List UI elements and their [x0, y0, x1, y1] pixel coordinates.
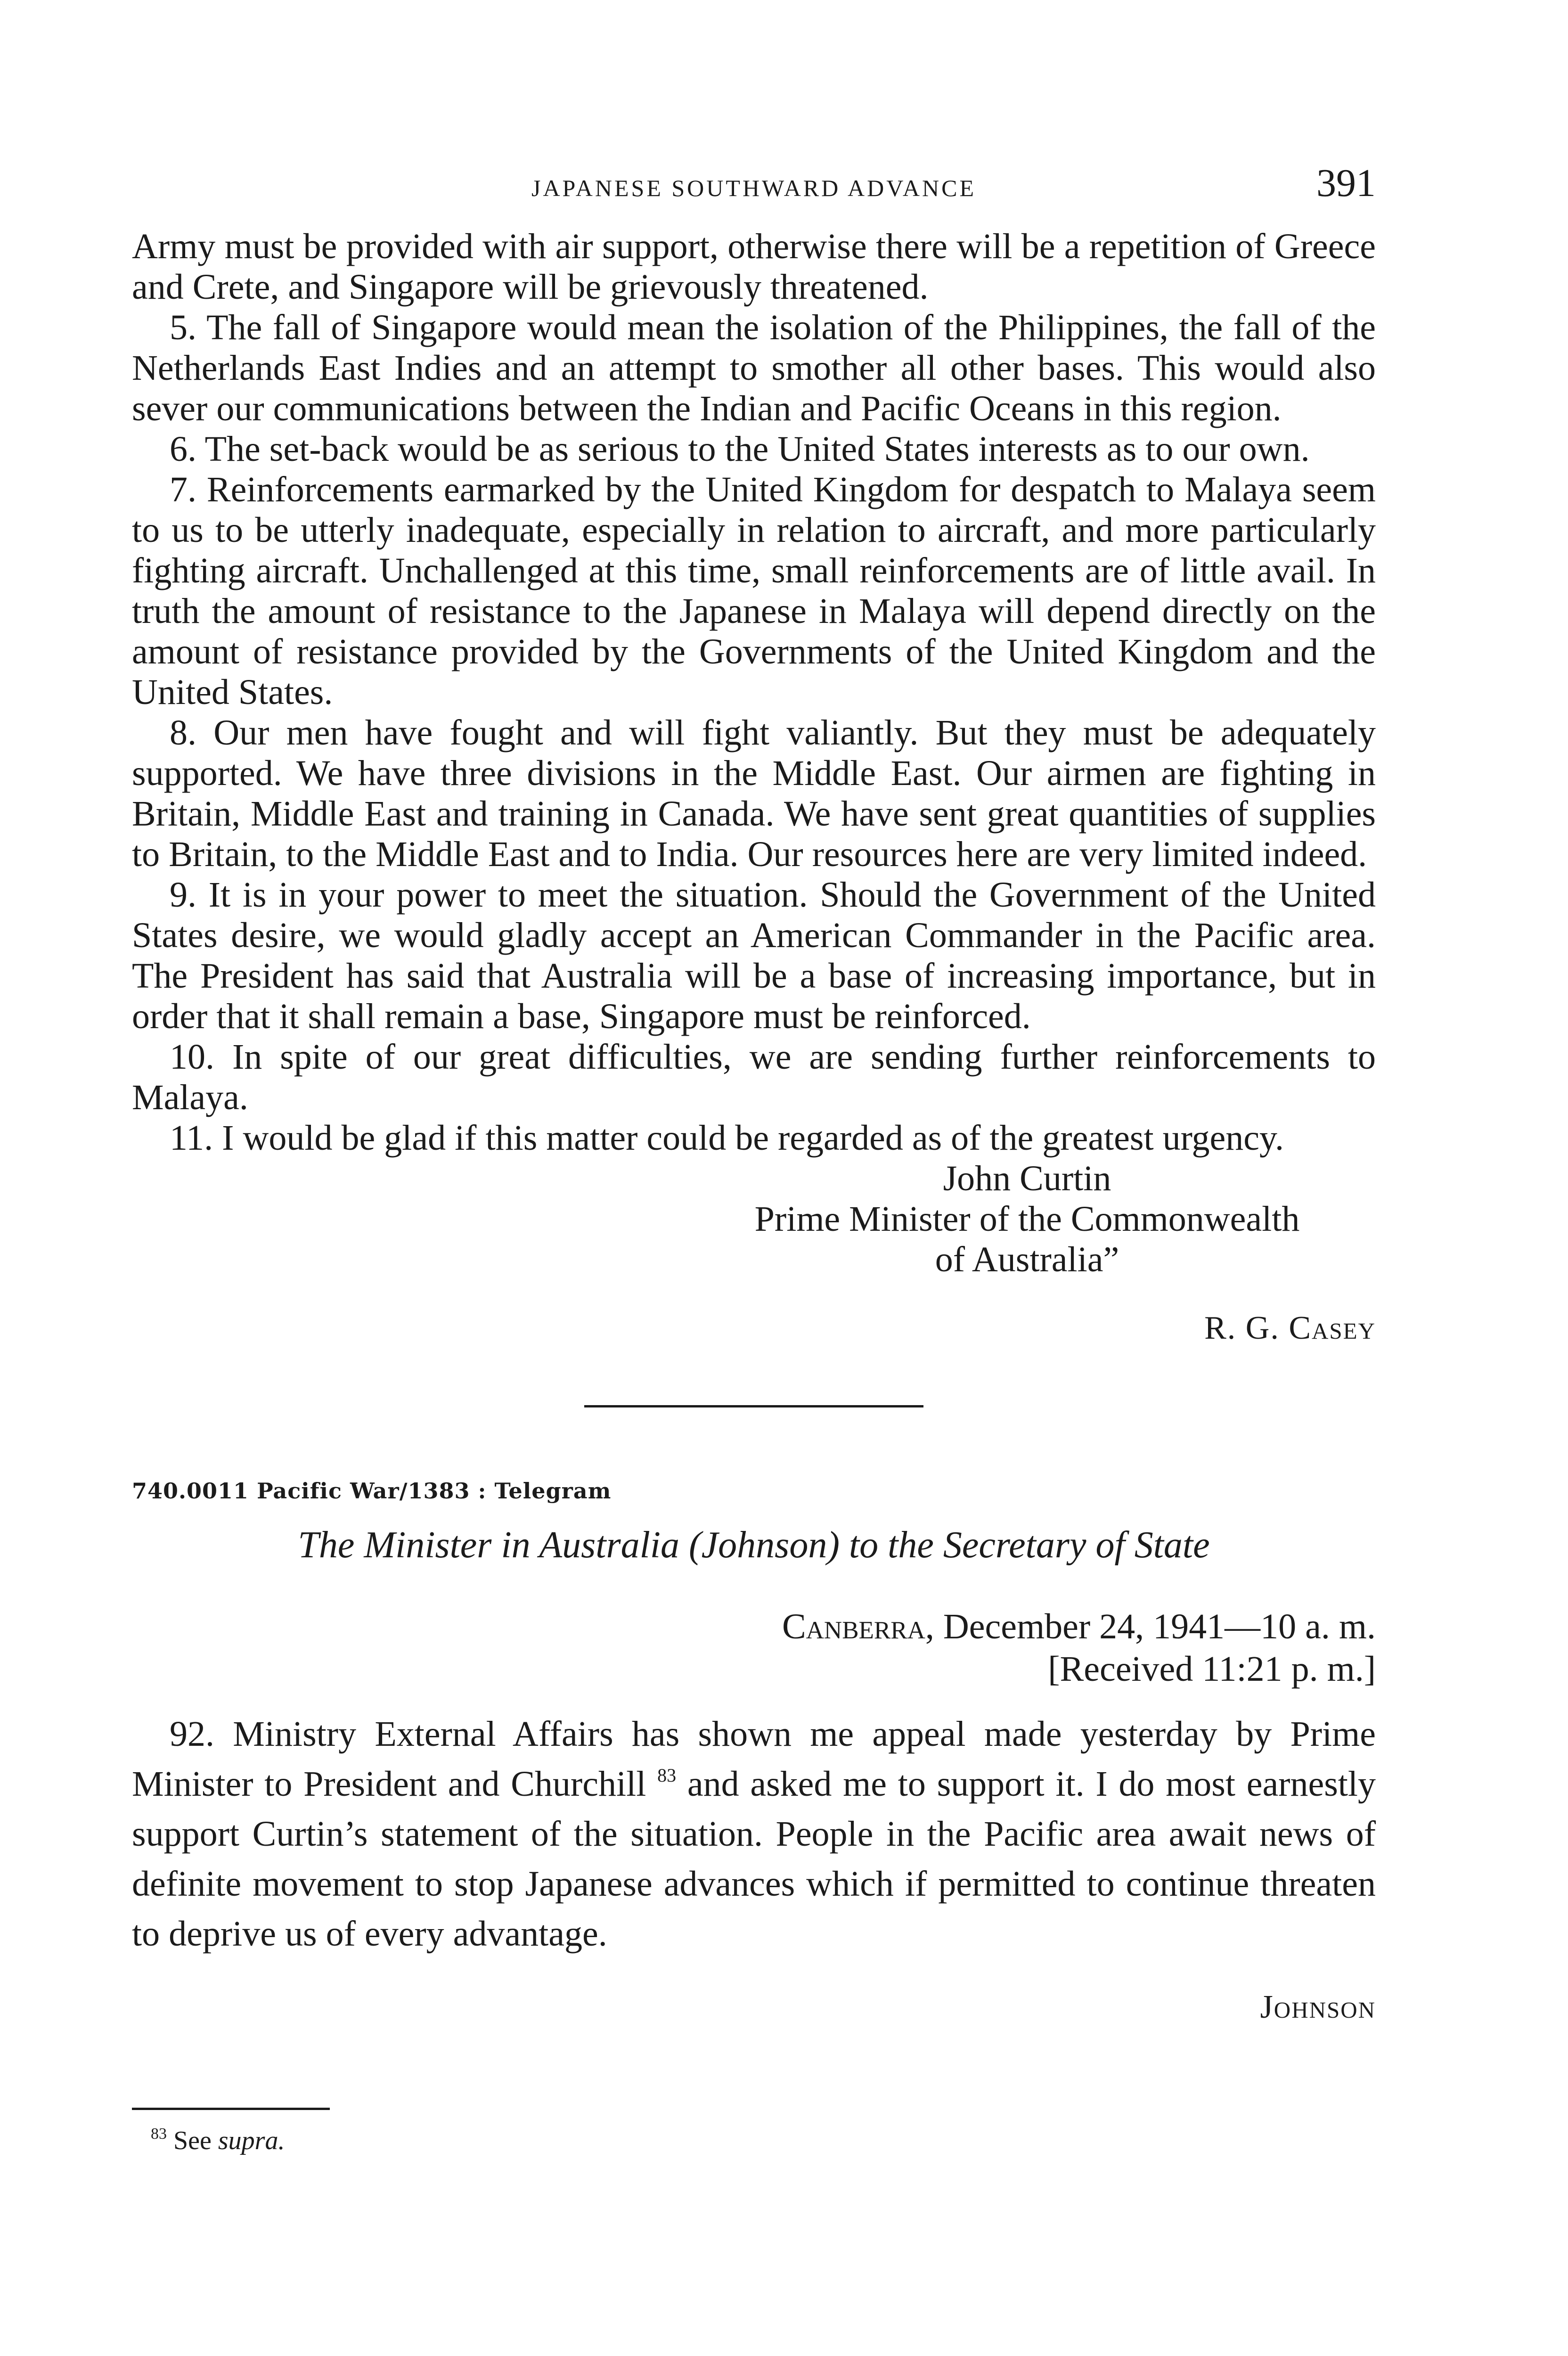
letter-paragraph: 9. It is in your power to meet the situation. Should the Government of the United States desire, we would gladly accept an American Commander in the Pacific area. The President has said that Australia will be a base of increasing importance, but in order that it shall remain a base, Singapore must be reinforced.: [132, 875, 1376, 1036]
telegram-signoff: Johnson: [1260, 1989, 1376, 2025]
telegram-text: 92. Ministry External Affairs has shown me appeal made yesterday by Prime Minister to President and Churchill: [132, 1714, 1376, 1804]
signature-block: [678, 1158, 1376, 1280]
footnote-divider: [132, 2108, 330, 2110]
document-page: [132, 160, 1376, 2157]
footnote-italic-text: supra.: [218, 2126, 285, 2155]
file-reference: 740.0011 Pacific War/1383 : Telegram: [132, 1478, 612, 1504]
telegram-text: and asked me to support it. I do most earnestly support Curtin’s statement of the situation. People in the Pacific area await news of definite movement to stop Japanese advances which if permitted to continue threaten to deprive us of every advantage.: [132, 1764, 1376, 1954]
letter-paragraph: 10. In spite of our great difficulties, we are sending further reinforcements to Malaya.: [132, 1037, 1376, 1117]
telegram-paragraph: [132, 1709, 1376, 1959]
telegram-body: [132, 1709, 1376, 1959]
letter-paragraph: 5. The fall of Singapore would mean the isolation of the Philippines, the fall of the Netherlands East Indies and an attempt to smother all other bases. This would also sever our communications between the Indian and Pacific Oceans in this region.: [132, 308, 1376, 428]
footnote-text: See: [173, 2126, 212, 2155]
received-time: [Received 11:21 p. m.]: [1048, 1649, 1376, 1689]
dateline-date: December 24, 1941—10 a. m.: [943, 1607, 1376, 1646]
letter-paragraph: Army must be provided with air support, otherwise there will be a repetition of Greece and Crete, and Singapore will be grievously threatened.: [132, 227, 1376, 307]
letter-paragraph: 8. Our men have fought and will fight valiantly. But they must be adequately supported. We have three divisions in the Middle East. Our airmen are fighting in Britain, Middle East and training in Canada. We have sent great quantities of supplies to Britain, to the Middle East and to India. Our resources here are very limited indeed.: [132, 713, 1376, 874]
signature-title: Prime Minister of the Commonwealth: [754, 1199, 1300, 1239]
dateline-place: Canberra,: [782, 1607, 934, 1646]
signature-name: John Curtin: [943, 1159, 1111, 1198]
footnote-marker: 83: [151, 2125, 167, 2143]
page-number: 391: [1316, 161, 1376, 205]
running-head-title: JAPANESE SOUTHWARD ADVANCE: [531, 175, 976, 201]
letter-paragraph: 7. Reinforcements earmarked by the United Kingdom for despatch to Malaya seem to us to be utterly inadequate, especially in relation to aircraft, and more particularly fighting aircraft. Unchallenged at this time, small reinforcements are of little avail. In truth the amount of resistance to the Japanese in Malaya will depend directly on the amount of resistance provided by the Governments of the United Kingdom and the United States.: [132, 470, 1376, 712]
dateline: [132, 1605, 1376, 1690]
signature-title: of Australia”: [935, 1240, 1119, 1279]
footnote: [132, 2124, 1376, 2157]
letter-signoff: R. G. Casey: [1204, 1310, 1376, 1346]
running-head: [132, 160, 1376, 217]
letter-paragraph: 11. I would be glad if this matter could be regarded as of the greatest urgency.: [170, 1118, 1284, 1158]
letter-paragraph: 6. The set-back would be as serious to the United States interests as to our own.: [170, 429, 1310, 469]
section-divider: [584, 1405, 923, 1407]
document-heading: The Minister in Australia (Johnson) to the Secretary of State: [298, 1524, 1210, 1566]
footnote-reference[interactable]: 83: [657, 1765, 677, 1786]
letter-body: [132, 226, 1376, 1158]
